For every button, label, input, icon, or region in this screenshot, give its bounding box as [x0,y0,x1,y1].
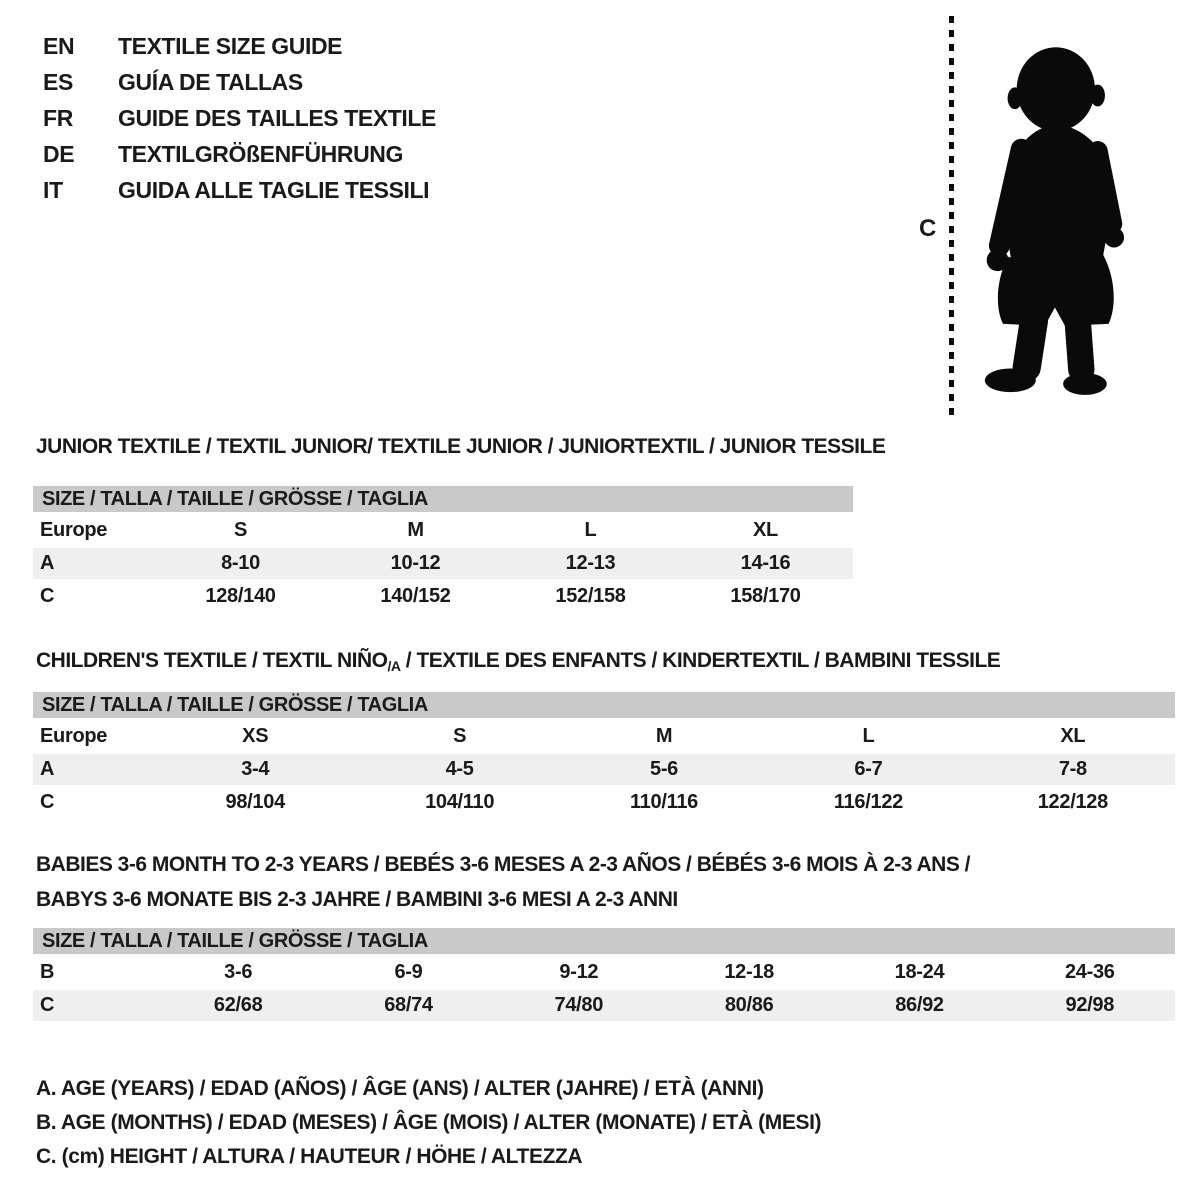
table-cell: S [453,725,467,747]
row-label: C [40,791,55,813]
measure-legend [36,1072,821,1174]
lang-code: ES [43,69,74,95]
children-section-title [36,644,1000,683]
table-cell: 74/80 [554,994,604,1016]
table-cell: 116/122 [833,791,903,813]
lang-row-it [43,172,436,208]
lang-code: FR [43,105,74,131]
children-title-suffix: / TEXTILE DES ENFANTS / KINDERTEXTIL / BAMBINI TESSILE [400,649,1001,672]
junior-size-table [33,486,853,612]
table-cell: 62/68 [213,994,263,1016]
lang-row-fr [43,100,436,136]
lang-row-es [43,64,436,100]
table-cell: M [655,725,673,747]
table-cell: 98/104 [225,791,285,813]
lang-code: EN [43,33,75,59]
lang-label: TEXTILE SIZE GUIDE [118,33,343,59]
lang-row-en [43,28,436,64]
lang-code: IT [43,177,63,203]
table-row-height [33,581,853,612]
table-cell: 6-9 [394,961,423,983]
table-cell: S [233,519,248,541]
row-label: A [40,758,55,780]
table-row-height [33,787,1175,818]
table-cell: 3-4 [241,758,270,780]
lang-row-de [43,136,436,172]
legend-line-b: B. AGE (MONTHS) / EDAD (MESES) / ÂGE (MOIS) / ALTER (MONATE) / ETÀ (MESI) [36,1111,822,1134]
table-cell: 110/116 [630,791,699,813]
lang-label: TEXTILGRÖßENFÜHRUNG [118,141,403,167]
table-cell: 7-8 [1058,758,1087,780]
table-cell: 6-7 [854,758,883,780]
table-cell: 8-10 [221,552,260,574]
table-cell: L [862,725,875,747]
row-label: Europe [40,519,108,541]
legend-line-a: A. AGE (YEARS) / EDAD (AÑOS) / ÂGE (ANS) / ALTER (JAHRE) / ETÀ (ANNI) [36,1077,764,1100]
junior-section-title: JUNIOR TEXTILE / TEXTIL JUNIOR/ TEXTILE JUNIOR / JUNIORTEXTIL / JUNIOR TESSILE [36,435,886,458]
lang-label: GUIDA ALLE TAGLIE TESSILI [118,177,430,203]
table-cell: 14-16 [740,552,791,574]
table-cell: 18-24 [894,961,945,983]
table-cell: M [407,519,424,541]
row-label: A [40,552,55,574]
table-cell: 10-12 [390,552,441,574]
children-title-prefix: CHILDREN'S TEXTILE / TEXTIL NIÑO [36,649,388,672]
lang-label: GUIDE DES TAILLES TEXTILE [118,105,436,131]
table-cell: XL [1060,725,1086,747]
babies-size-table [33,928,1175,1021]
table-cell: 68/74 [384,994,433,1016]
table-cell: 3-6 [224,961,253,983]
table-cell: 80/86 [724,994,774,1016]
table-cell: 12-13 [565,552,616,574]
height-measure-figure [905,12,1155,424]
table-cell: 104/110 [425,791,495,813]
table-cell: 152/158 [555,585,626,607]
table-cell: 92/98 [1065,994,1115,1016]
height-measure-label: C [919,215,937,242]
table-cell: 128/140 [205,585,276,607]
table-cell: 24-36 [1064,961,1115,983]
table-row-age-years [33,754,1175,785]
legend-line-c: C. (cm) HEIGHT / ALTURA / HAUTEUR / HÖHE / ALTEZZA [36,1145,583,1168]
table-cell: 140/152 [380,585,451,607]
toddler-silhouette-icon [963,24,1145,420]
table-cell: 86/92 [895,994,944,1016]
row-label: C [40,994,55,1016]
table-row-age-months [33,957,1175,988]
row-label: Europe [40,725,108,747]
table-cell: 9-12 [559,961,599,983]
size-header-band: SIZE / TALLA / TAILLE / GRÖSSE / TAGLIA [33,692,1175,718]
table-cell: L [584,519,597,541]
height-measure-dashed-line [949,16,954,418]
table-cell: 158/170 [730,585,801,607]
table-cell: XS [242,725,269,747]
row-label: C [40,585,55,607]
language-title-list [43,28,436,208]
table-cell: 122/128 [1037,791,1108,813]
table-cell: 12-18 [724,961,774,983]
table-row-height [33,990,1175,1021]
table-row-europe [33,721,1175,752]
size-header-band: SIZE / TALLA / TAILLE / GRÖSSE / TAGLIA [33,486,853,512]
children-title-subscript: /A [387,658,401,674]
table-cell: 5-6 [650,758,679,780]
lang-code: DE [43,141,75,167]
size-header-band: SIZE / TALLA / TAILLE / GRÖSSE / TAGLIA [33,928,1175,954]
table-cell: 4-5 [445,758,474,780]
table-row-age-years [33,548,853,579]
babies-section-title-line2: BABYS 3-6 MONATE BIS 2-3 JAHRE / BAMBINI 3-6 MESI A 2-3 ANNI [36,888,678,911]
lang-label: GUÍA DE TALLAS [118,69,303,95]
babies-section-title-line1: BABIES 3-6 MONTH TO 2-3 YEARS / BEBÉS 3-6 MESES A 2-3 AÑOS / BÉBÉS 3-6 MOIS À 2-3 ANS / [36,853,971,876]
children-size-table [33,692,1175,818]
table-row-europe [33,515,853,546]
table-cell: XL [753,519,778,541]
row-label: B [40,961,55,983]
